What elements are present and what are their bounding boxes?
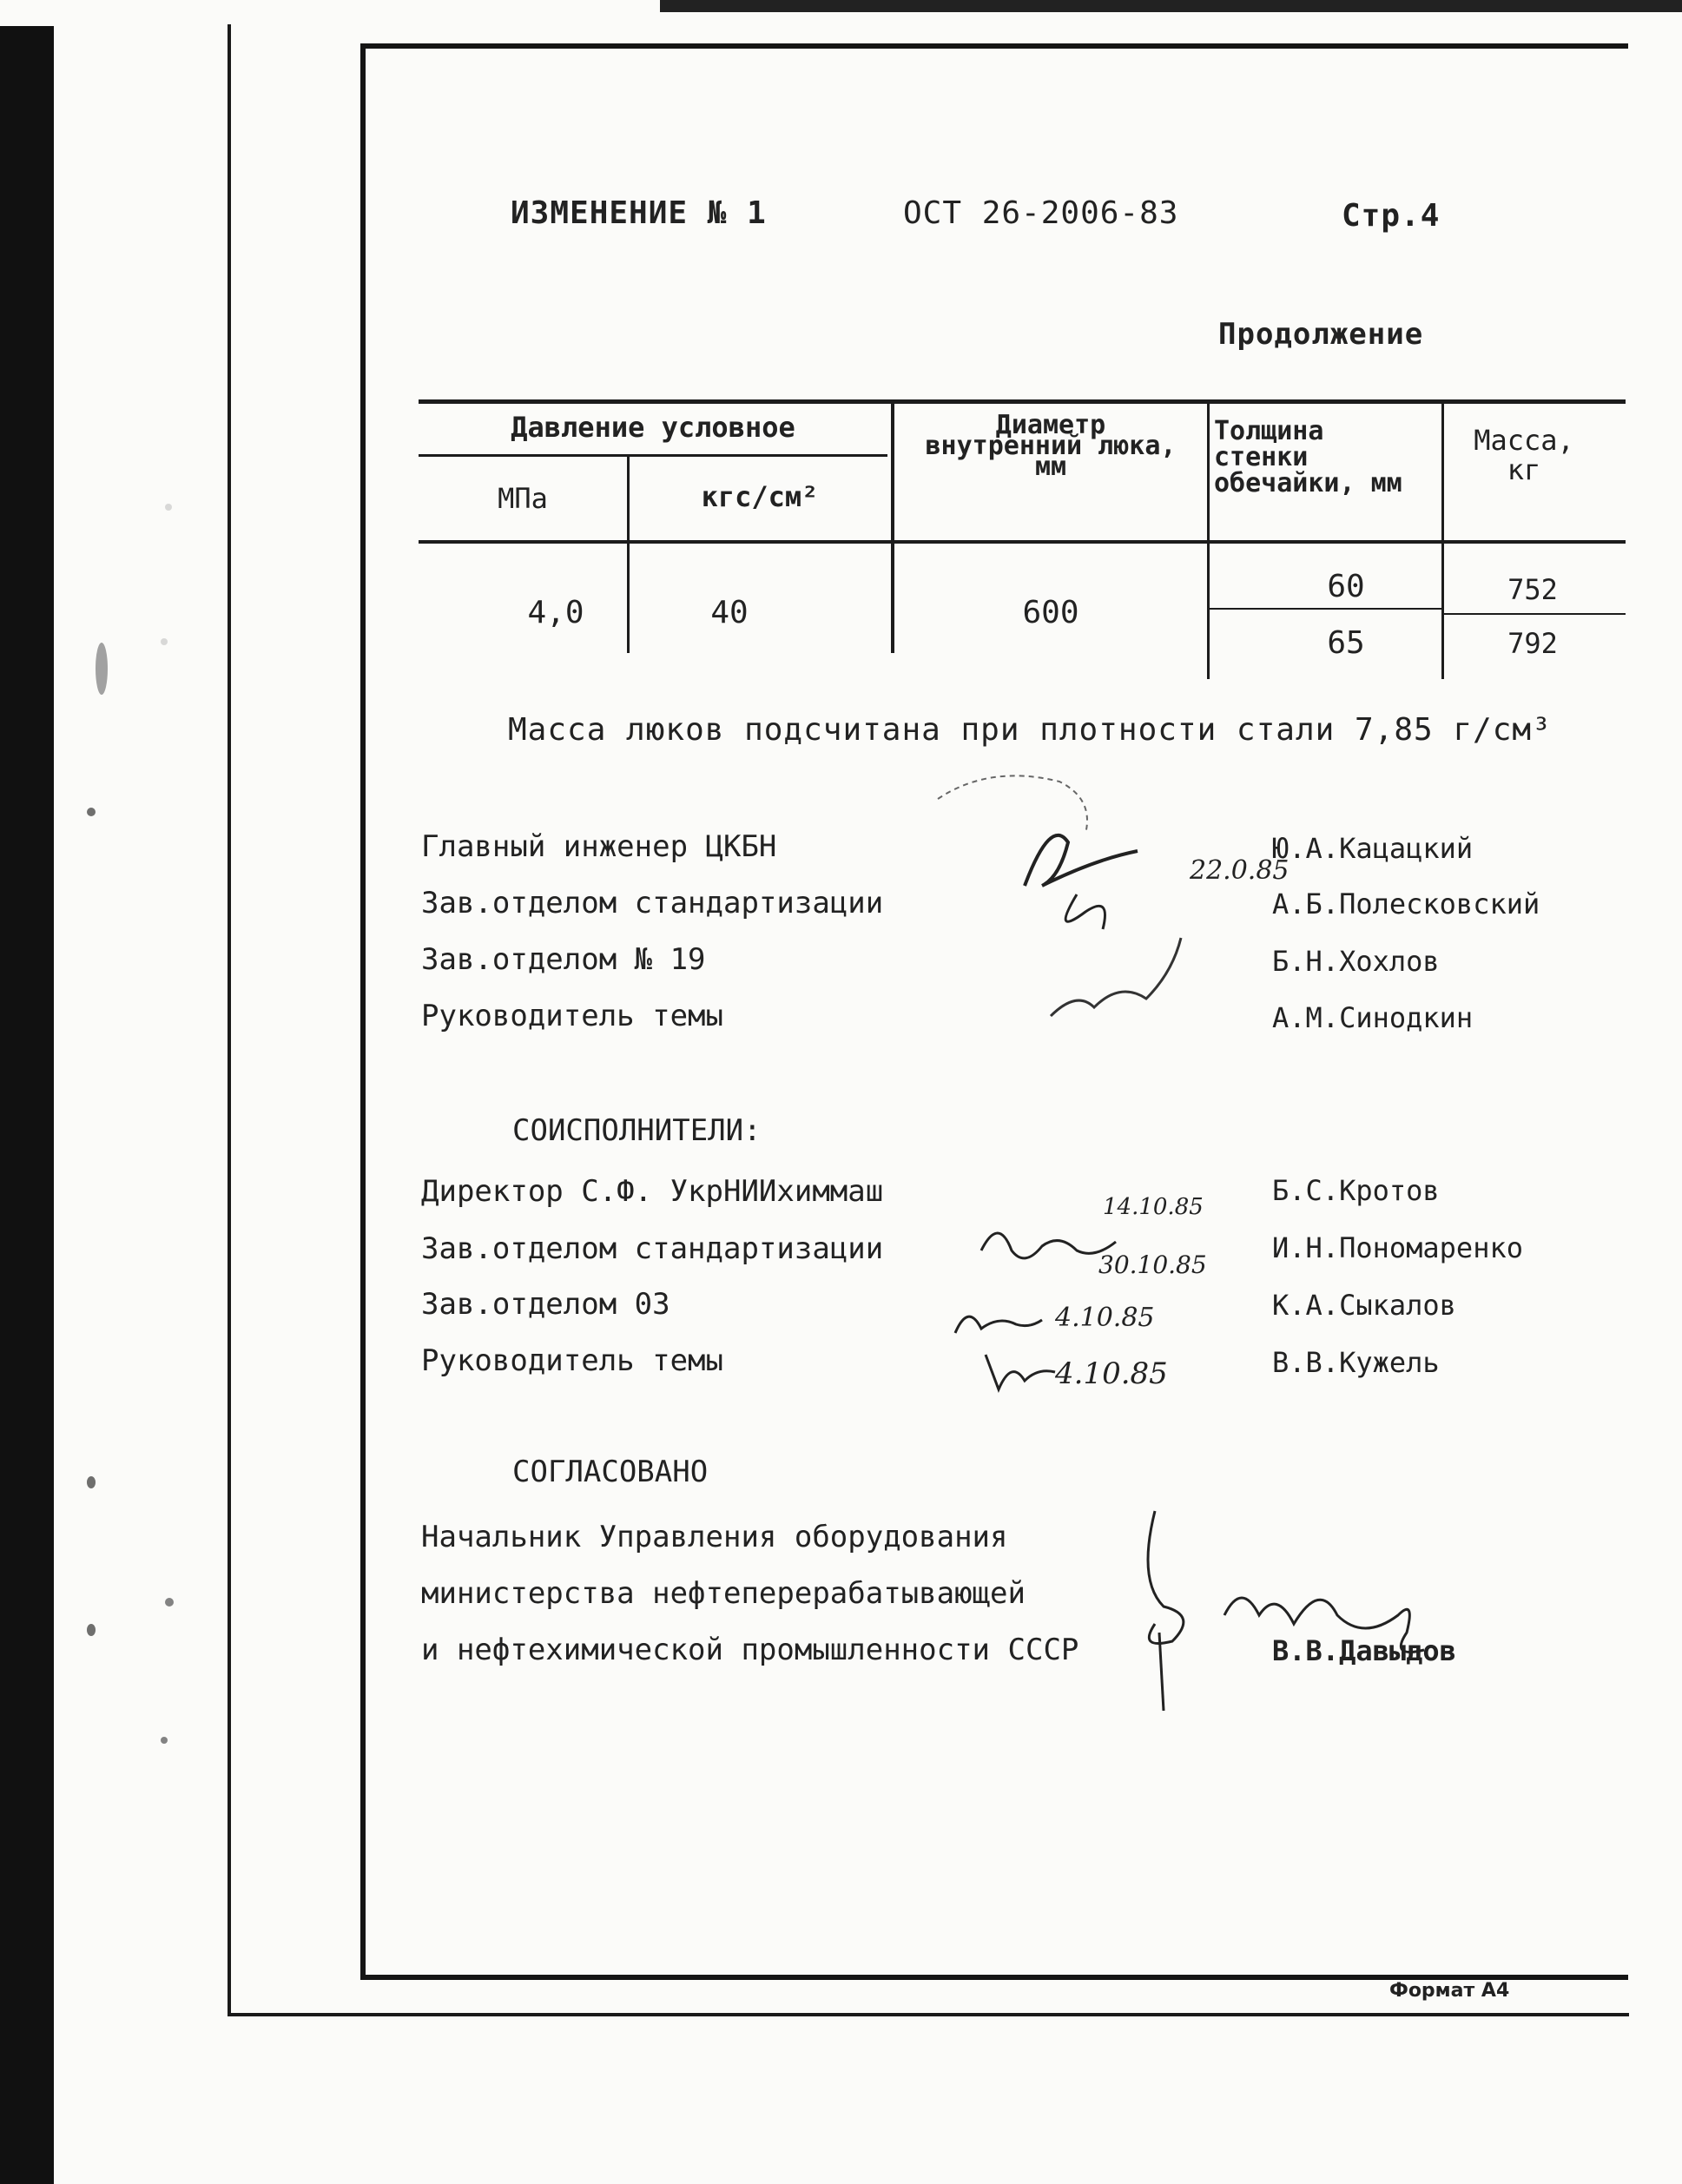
table-top-rule — [419, 399, 1626, 404]
value-mass-2: 792 — [1507, 627, 1558, 660]
format-label: Формат А4 — [1389, 1980, 1510, 2002]
sig-role-4: Руководитель темы — [421, 999, 723, 1033]
coexec-name-4: В.В.Кужель — [1272, 1346, 1440, 1379]
sig-name-3: Б.Н.Хохлов — [1272, 945, 1440, 978]
scan-speckle — [161, 1737, 168, 1744]
header-mpa: МПа — [498, 482, 548, 515]
header-kgf: кгс/см² — [701, 480, 819, 513]
change-label: ИЗМЕНЕНИЕ № 1 — [511, 195, 767, 231]
scan-speckle — [161, 638, 168, 645]
coexec-name-3: К.А.Сыкалов — [1272, 1289, 1456, 1322]
page-number: Стр.4 — [1342, 198, 1441, 234]
scan-top-edge — [660, 0, 1682, 12]
coexec-role-3: Зав.отделом 03 — [421, 1287, 670, 1322]
agreed-line-1: Начальник Управления оборудования — [421, 1520, 1008, 1554]
mass-note: Масса люков подсчитана при плотности стали 7,85 г/см³ — [508, 712, 1552, 748]
coexec-name-1: Б.С.Кротов — [1272, 1174, 1440, 1207]
hand-date-3: 30.10.85 — [1098, 1250, 1207, 1279]
standard-number: ОСТ 26-2006-83 — [903, 195, 1179, 231]
hand-date-1: 22.0.85 — [1190, 855, 1290, 886]
value-mpa: 4,0 — [527, 595, 584, 630]
signature-scribble-5 — [1120, 1502, 1468, 1711]
scan-speckle — [165, 504, 172, 511]
coexec-name-2: И.Н.Пономаренко — [1272, 1231, 1523, 1264]
hand-date-5: 4.10.85 — [1055, 1356, 1168, 1391]
value-thickness-1: 60 — [1327, 569, 1365, 604]
sig-name-1: Ю.А.Кацацкий — [1272, 832, 1474, 865]
scan-speckle — [96, 643, 108, 695]
coexecutors-title: СОИСПОЛНИТЕЛИ: — [512, 1113, 762, 1148]
continuation-label: Продолжение — [1218, 317, 1424, 352]
scan-left-edge — [0, 26, 54, 2184]
table-row-split-thickness — [1209, 608, 1441, 610]
header-mass: Масса, кг — [1474, 424, 1574, 486]
scan-speckle — [87, 808, 96, 816]
hand-date-2: 14.10.85 — [1103, 1194, 1204, 1220]
sig-name-2: А.Б.Полесковский — [1272, 887, 1540, 920]
table-pressure-rule — [419, 454, 887, 457]
scan-speckle — [87, 1476, 96, 1488]
value-diameter: 600 — [1022, 595, 1079, 630]
coexec-role-2: Зав.отделом стандартизации — [421, 1231, 884, 1266]
table-col-line-2 — [891, 401, 894, 653]
agreed-title: СОГЛАСОВАНО — [512, 1455, 709, 1489]
table-col-line-3 — [1207, 401, 1210, 679]
header-pressure-group: Давление условное — [511, 411, 795, 444]
value-kgf: 40 — [710, 595, 749, 630]
table-header-rule — [419, 540, 1626, 544]
header-diameter: Диаметр внутренний люка, мм — [925, 410, 1177, 482]
sig-role-2: Зав.отделом стандартизации — [421, 886, 884, 920]
coexec-role-1: Директор С.Ф. УкрНИИхиммаш — [421, 1174, 884, 1209]
agreed-line-2: министерства нефтеперерабатывающей — [421, 1576, 1026, 1611]
hand-date-4: 4.10.85 — [1055, 1303, 1155, 1333]
sig-role-3: Зав.отделом № 19 — [421, 942, 706, 977]
value-thickness-2: 65 — [1327, 625, 1365, 661]
scan-speckle — [87, 1624, 96, 1636]
sig-name-4: А.М.Синодкин — [1272, 1001, 1474, 1034]
header-thickness: Толщина стенки обечайки, мм — [1214, 416, 1402, 498]
signature-scribble-2 — [964, 1207, 1138, 1277]
agreed-name: В.В.Давыдов — [1272, 1634, 1456, 1667]
signature-scribble-3 — [947, 1298, 1051, 1342]
signature-scribble-1 — [920, 764, 1233, 1051]
signature-scribble-4 — [977, 1346, 1064, 1398]
table-row-split-mass — [1443, 613, 1626, 615]
coexec-role-4: Руководитель темы — [421, 1343, 723, 1378]
table-col-line-4 — [1441, 401, 1444, 679]
sig-role-1: Главный инженер ЦКБН — [421, 829, 777, 864]
scan-speckle — [165, 1598, 174, 1607]
value-mass-1: 752 — [1507, 573, 1558, 606]
agreed-line-3: и нефтехимической промышленности СССР — [421, 1633, 1079, 1667]
